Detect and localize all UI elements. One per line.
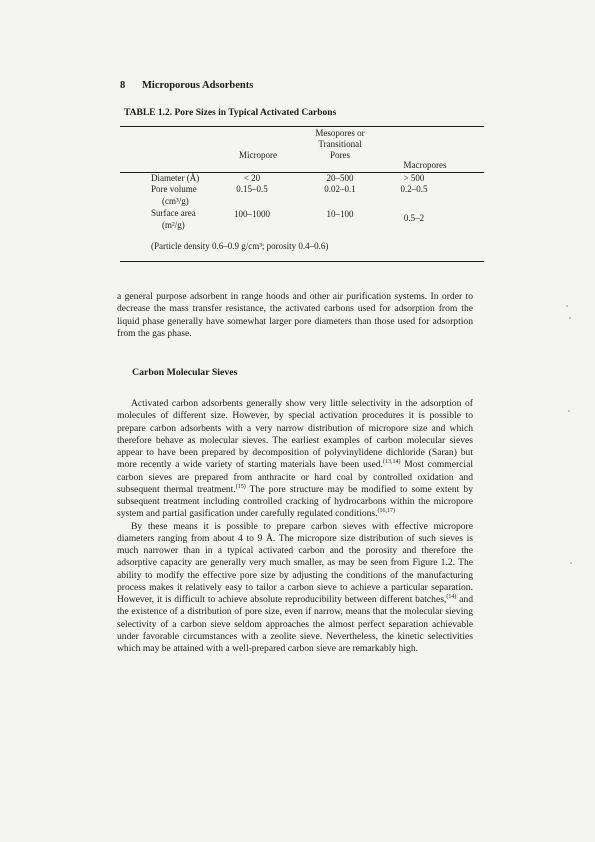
row-label-pore-volume: Pore volume	[151, 184, 197, 194]
table-cell: 0.2–0.5	[400, 184, 428, 194]
paragraph-text: Activated carbon adsorbents generally show very little selectivity in the adsorption of molecules of different size. However, by special activation procedures it is possible to prepare carbon adsorbents with a very narrow distribution of micropore size and which therefore behave as molecular sieves. The earliest examples of carbon molecular sieves appear to have been prepared by decomposition of polyvinylidene dichloride (Saran) but more recently a wide variety of starting materials have been used.	[117, 398, 473, 471]
table-caption: TABLE 1.2. Pore Sizes in Typical Activated Carbons	[124, 108, 337, 118]
row-label-surface-area-unit: (m²/g)	[162, 220, 185, 230]
citation-ref: (13,14)	[382, 459, 401, 466]
scan-speck	[570, 562, 572, 564]
body-paragraph-intro	[117, 291, 473, 340]
column-header-micropore: Micropore	[239, 150, 277, 160]
paragraph-text: and the existence of a distribution of pore size, even if narrow, means that the molecular sieving selectivity of a carbon sieve seldom approaches the almost perfect separation achievable under favorable circumstances with a zeolite sieve. Nevertheless, the kinetic selectivities which may be attained with a well-prepared carbon sieve are remarkably high.	[117, 594, 473, 654]
paragraph-text: a general purpose adsorbent in range hoods and other air purification systems. In order to decrease the mass transfer resistance, the activated carbons used for adsorption from the liquid phase generally have somewhat larger pore diameters than those used for adsorption from the gas phase.	[117, 291, 473, 339]
citation-ref: (15)	[235, 483, 246, 490]
row-label-pore-volume-unit: (cm³/g)	[162, 196, 189, 206]
table-cell: 100–1000	[234, 209, 270, 219]
column-header-macropores: Macropores	[403, 160, 447, 170]
citation-ref: (14)	[446, 594, 457, 600]
table-cell: < 20	[243, 173, 261, 183]
paragraph-text: By these means it is possible to prepare carbon sieves with effective micropore diameters ranging from about 4 to 9 Å. The micropore size distribution of such sieves is much narrower than in a typical activated carbon and the porosity and therefore the adsorptive capacity are generally very much smaller, as may be seen from Figure 1.2. The ability to modify the effective pore size by adjusting the conditions of the manufacturing process makes it relatively easy to tailor a carbon sieve to achieve a particular separation. However, it is difficult to achieve absolute reproducibility between different batches,	[117, 520, 473, 605]
paragraph-text: The pore structure may be modified to some extent by subsequent treatment including controlled cracking of hydrocarbons within the micropore system and partial gasification under carefully regulated conditions.	[117, 483, 473, 520]
table-cell: > 500	[403, 173, 425, 183]
body-paragraph-1	[117, 398, 473, 521]
scan-speck	[568, 410, 570, 412]
running-head	[120, 80, 253, 91]
paragraph-text: Most commercial carbon sieves are prepared from anthracite or hard coal by controlled oxidation and subsequent thermal treatment.	[117, 459, 473, 495]
table-footnote: (Particle density 0.6–0.9 g/cm³; porosity 0.4–0.6)	[151, 241, 329, 251]
row-label-surface-area: Surface area	[151, 208, 196, 218]
table-cell: 0.15–0.5	[236, 184, 268, 194]
row-label-diameter: Diameter (Å)	[151, 173, 200, 183]
table-top-rule	[120, 126, 484, 127]
table-bottom-rule	[120, 261, 484, 262]
citation-ref: (16,17)	[377, 508, 396, 515]
page-number: 8	[120, 80, 126, 91]
body-paragraph-2	[117, 521, 473, 656]
column-header-line: Mesopores or	[315, 128, 365, 138]
table-cell: 20–500	[326, 173, 354, 183]
scan-speck	[569, 317, 571, 319]
column-header-mesopores	[300, 128, 380, 161]
column-header-line: Transitional	[318, 139, 362, 149]
scan-speck	[566, 305, 568, 307]
table-cell: 0.5–2	[403, 213, 425, 223]
table-cell: 0.02–0.1	[324, 184, 356, 194]
table-cell: 10–100	[326, 209, 354, 219]
running-head-title: Microporous Adsorbents	[142, 80, 254, 91]
column-header-line: Pores	[330, 150, 350, 160]
section-body	[117, 398, 473, 655]
section-heading: Carbon Molecular Sieves	[132, 367, 238, 378]
